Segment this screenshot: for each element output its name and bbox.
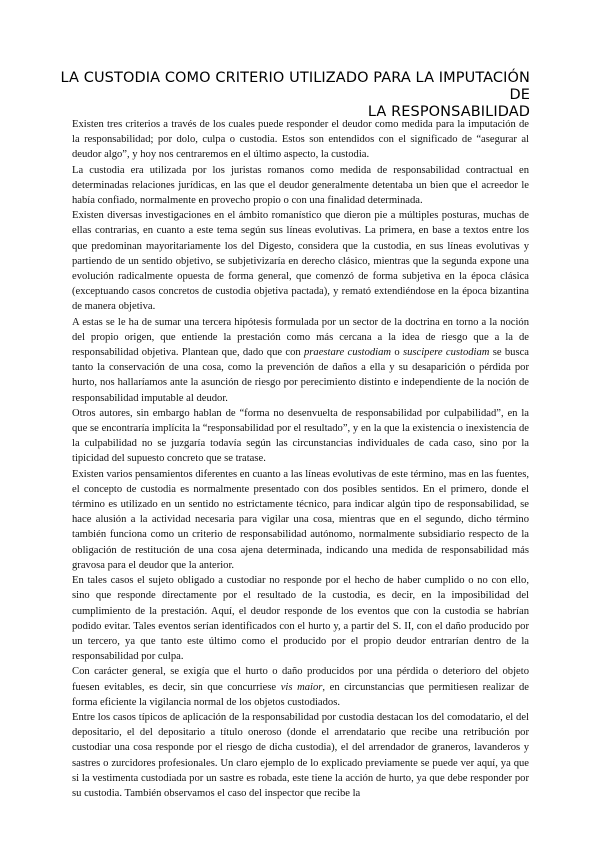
paragraph-2: La custodia era utilizada por los juristas romanos como medida de responsabilidad contractual en determinadas relaciones jurídicas, en las que el deudor generalmente detentaba un bien que el acreedor le había confiado, normalmente en provecho propio o con una finalidad determinada. (72, 164, 529, 207)
paragraph-1: Existen tres criterios a través de los cuales puede responder el deudor como medida para la imputación de la responsabilidad; por dolo, culpa o custodia. Estos son entendidos con el significado de “asegurar al deudor algo”, y hoy nos centraremos en el último aspecto, la custodia. (72, 119, 529, 161)
paragraph-8-text-a: Con carácter general, se exigía que el hurto o daño producidos por una pérdida o deterioro del objeto fuesen evitables, es decir, sin que concurriese (72, 666, 529, 693)
paragraph-4-text-a: A estas se le ha de sumar una tercera hipótesis formulada por un sector de la doctrina en torno a la noción del propio origen, que entiende la prestación como más cercana a la idea de riesgo que a la de responsabilidad objetiva. Plantean que, dado que con (72, 316, 529, 359)
document-body (72, 117, 529, 801)
paragraph-6: Existen varios pensamientos diferentes en cuanto a las líneas evolutivas de este término, mas en las fuentes, el concepto de custodia es normalmente presentado con dos posibles sentidos. En el primero, donde el término es utilizado en un sentido no estrictamente técnico, para indicar algún tipo de responsabilidad, se hace alusión a la actividad necesaria para vigilar una cosa, mientras que en el segundo, dicho término también funciona como un criterio de responsabilidad autónomo, normalmente subsidiario respecto de la obligación de restitución de una cosa ajena determinada, indicando una medida de responsabilidad más gravosa para el deudor que la anterior. (72, 468, 529, 571)
paragraph-8 (72, 664, 529, 710)
paragraph-3: Existen diversas investigaciones en el ámbito romanístico que dieron pie a múltiples posturas, muchas de ellas contrarias, en cuanto a este tema según sus líneas evolutivas. La primera, en base a textos entre los que predominan mayoritariamente los del Digesto, considera que la custodia, en sus líneas evolutivas y partiendo de un sentido objetivo, se subjetivizaría en derecho clásico, mientras que la segunda expone una evolución radicalmente opuesta de forma general, que comenzó de forma subjetiva en la época clásica (exceptuando casos concretos de custodia objetiva pactada), y remató extendiéndose en la época bizantina de manera objetiva. (72, 210, 529, 313)
paragraph-4-latin-term-1: praestare custodiam (303, 347, 392, 359)
paragraph-5: Otros autores, sin embargo hablan de “forma no desenvuelta de responsabilidad por culpabilidad”, en la que se encontraría implícita la “responsabilidad por el resultado”, y en la que la existencia o inexistencia de la culpabilidad no se juzgaría todavía según las circunstancias individuales de cada caso, sino por la tipicidad del supuesto concreto que se tratase. (72, 407, 529, 465)
paragraph-4 (72, 315, 529, 406)
paragraph-8-text-b: , en circunstancias que permitiesen realizar de forma eficiente la vigilancia normal de los objetos custodiados. (72, 681, 529, 708)
title-line-2: LA RESPONSABILIDAD (367, 104, 530, 120)
paragraph-4-latin-term-2: suscipere custodiam (402, 347, 490, 359)
document-title (60, 70, 530, 121)
paragraph-7: En tales casos el sujeto obligado a custodiar no responde por el hecho de haber cumplido o no con ello, sino que responde directamente por el resultado de la custodia, es decir, en la imposibilidad del cumplimiento de la prestación. Aquí, el deudor responde de los eventos que con la custodia se habrían podido evitar. Tales eventos serían identificados con el hurto y, a partir del S. II, con el daño producido por un tercero, ya que tanto este último como el producido por el propio deudor entrarían dentro de la responsabilidad por culpa. (72, 575, 529, 663)
paragraph-4-text-c: se busca tanto la conservación de una cosa, como la prevención de daños a ella y su desaparición o pérdida por hurto, nos hallaríamos ante la asunción de riesgo por perecimiento distinto e independiente de la noción de responsabilidad imputable al deudor. (72, 347, 529, 404)
paragraph-8-latin-term: vis maior (280, 681, 323, 693)
paragraph-9: Entre los casos típicos de aplicación de la responsabilidad por custodia destacan los del comodatario, el del depositario, el del depositario a título oneroso (donde el arrendatario que recibe una retribución por custodiar una cosa responde por el riesgo de dicha custodia), el del arrendador de graneros, lavanderos y sastres o zurcidores profesionales. Un claro ejemplo de lo explicado previamente se puede ver aquí, ya que si la vestimenta custodiada por un sastre es robada, este tiene la acción de hurto, ya que debe responder por su custodia. También observamos el caso del inspector que recibe la (72, 711, 529, 799)
title-line-1: LA CUSTODIA COMO CRITERIO UTILIZADO PARA LA IMPUTACIÓN DE (60, 70, 530, 103)
paragraph-4-text-b: o (391, 347, 403, 359)
